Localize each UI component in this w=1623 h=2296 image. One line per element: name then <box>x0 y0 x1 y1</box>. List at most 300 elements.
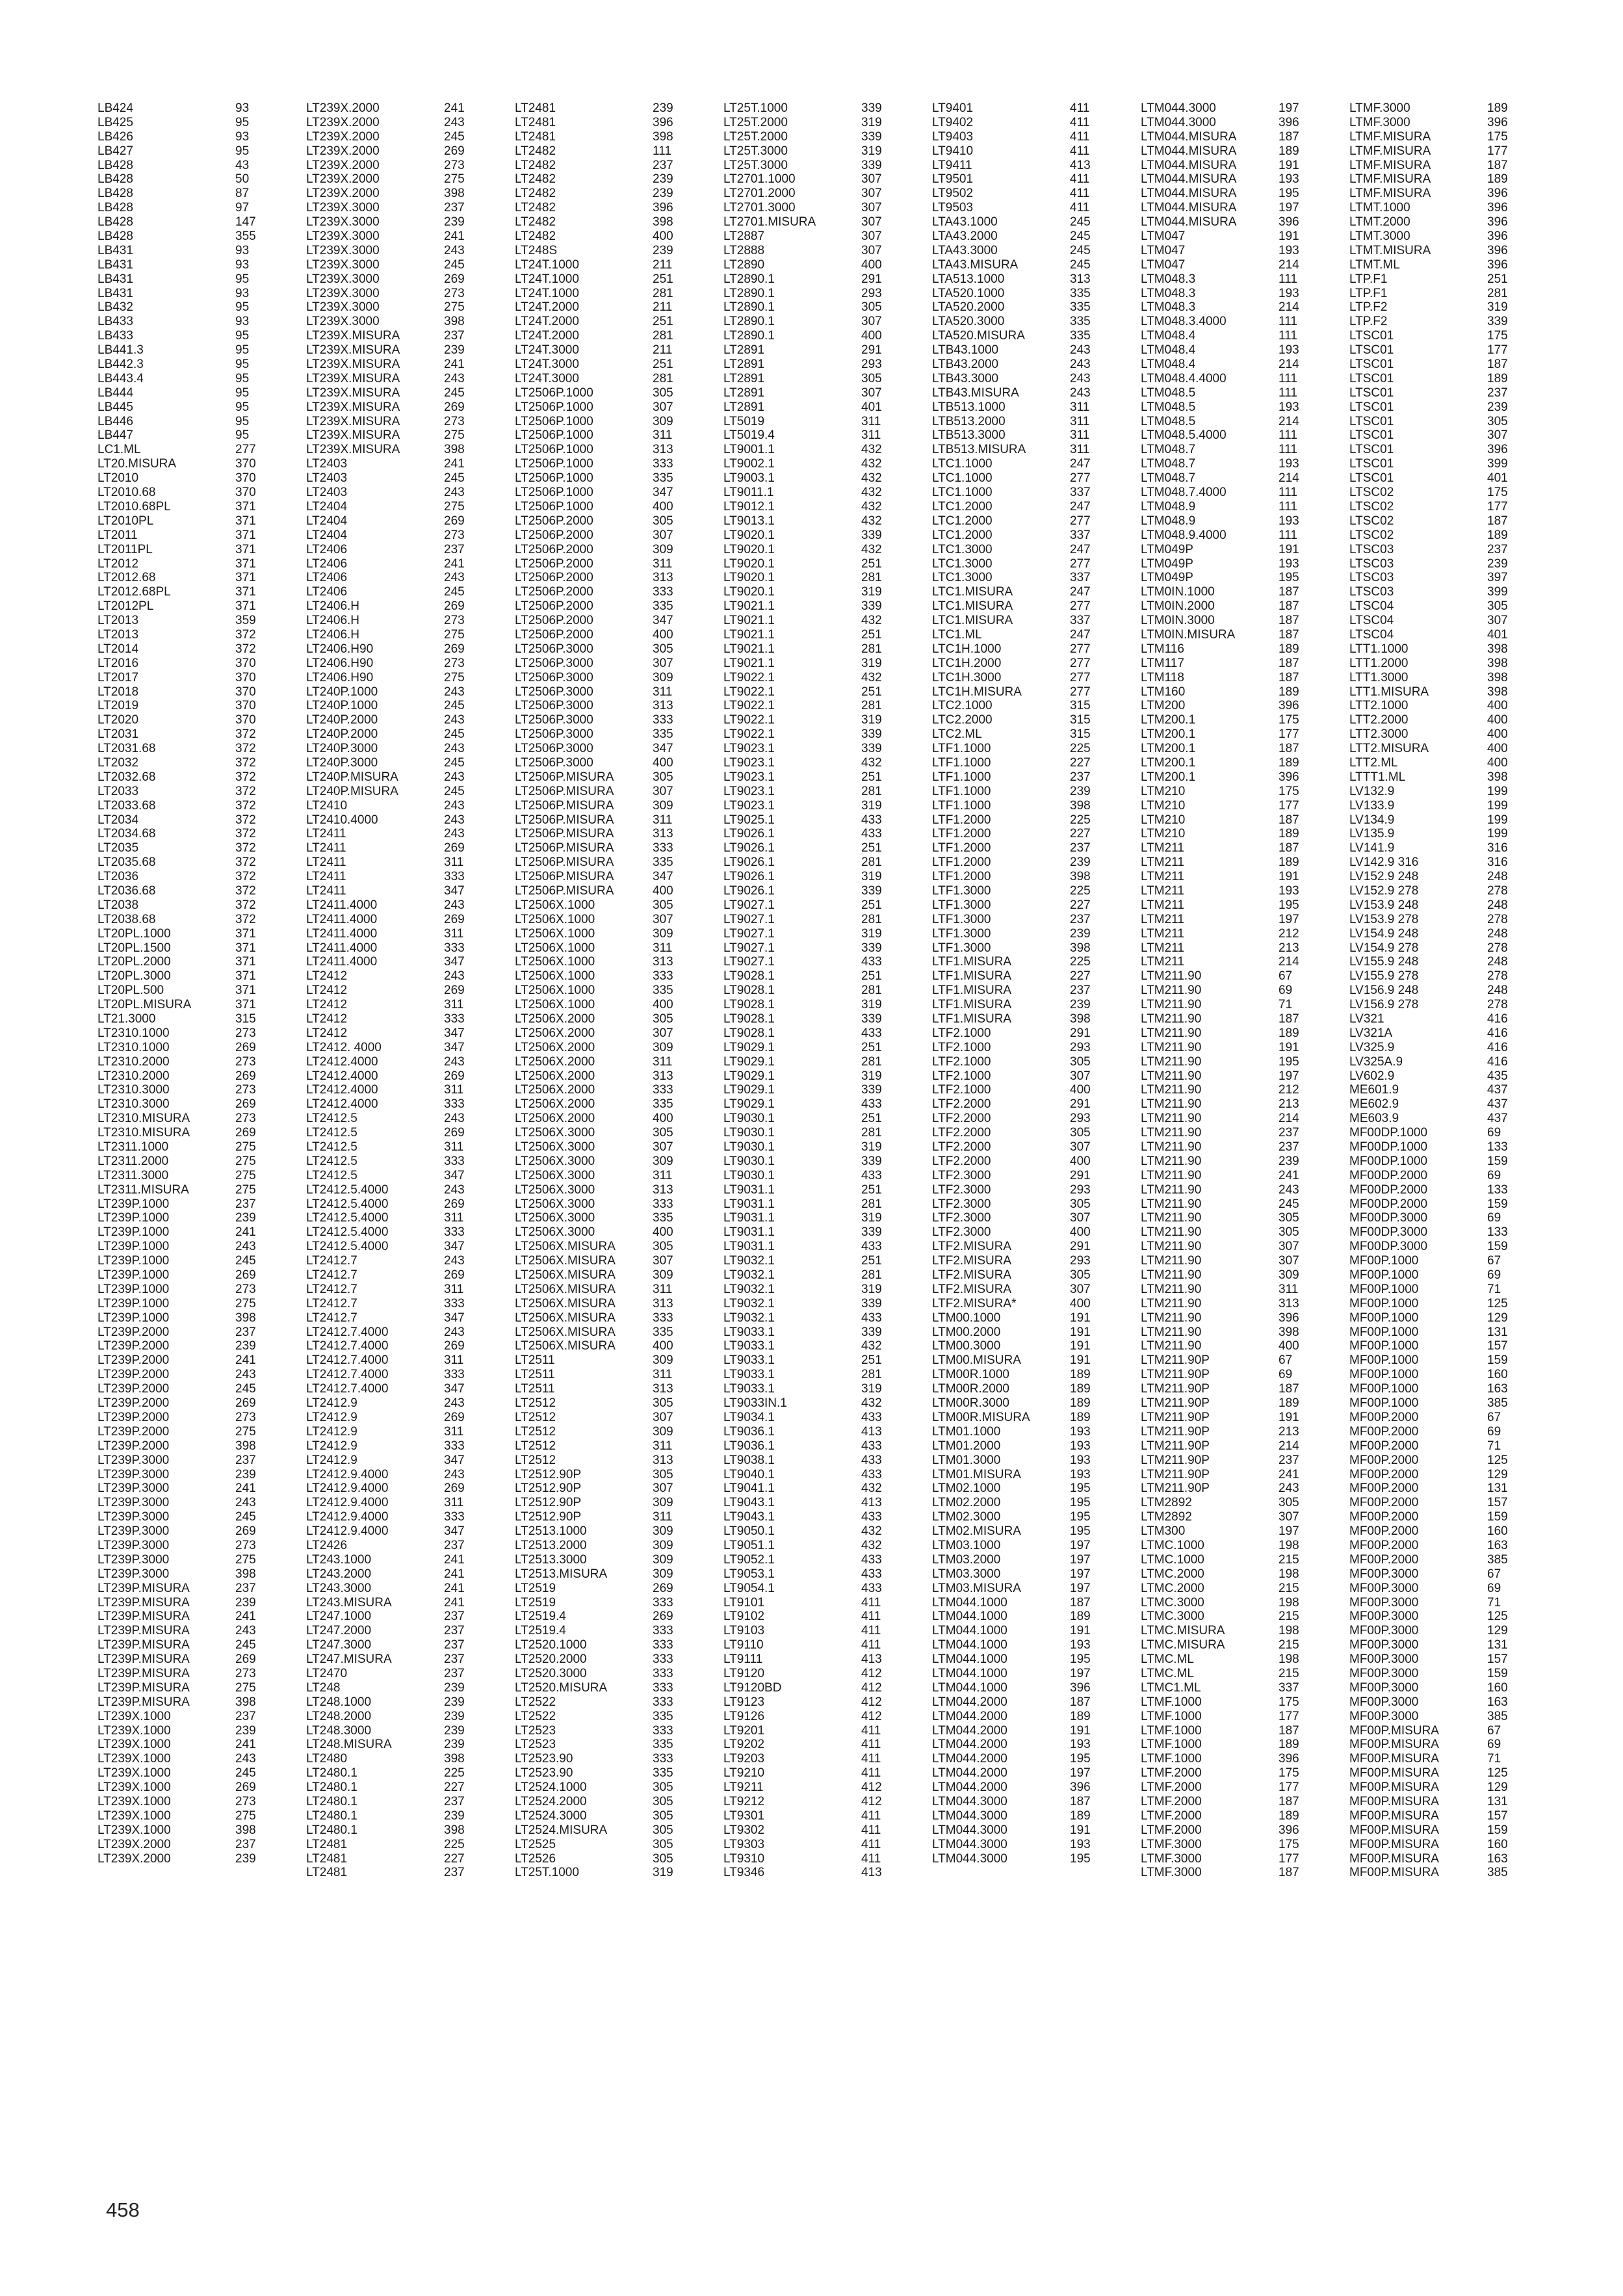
product-code: MF00P.3000 <box>1349 1610 1419 1624</box>
product-code: LT248S <box>515 243 558 257</box>
page-ref: 69 <box>1487 1168 1501 1182</box>
page-ref: 243 <box>444 827 465 841</box>
index-entry <box>1141 215 1336 229</box>
product-code: LT2310.1000 <box>97 1040 170 1054</box>
product-code: LT239P.MISURA <box>97 1610 190 1624</box>
page-ref: 333 <box>444 1012 465 1026</box>
index-entry <box>306 1169 501 1183</box>
index-entry <box>1349 1254 1544 1268</box>
index-entry <box>1349 770 1544 785</box>
page-ref: 163 <box>1487 1851 1508 1866</box>
page-ref: 111 <box>1279 315 1297 329</box>
product-code: LT239P.1000 <box>97 1225 170 1240</box>
page-ref: 95 <box>235 358 250 372</box>
index-entry <box>932 1524 1127 1539</box>
product-code: LTMF.MISURA <box>1349 129 1431 144</box>
page-ref: 239 <box>1070 998 1091 1012</box>
product-code: LT2522 <box>515 1695 556 1709</box>
product-code: LB425 <box>97 115 133 129</box>
page-ref: 187 <box>1279 670 1299 685</box>
page-ref: 133 <box>1487 1182 1508 1197</box>
page-ref: 339 <box>861 599 882 614</box>
product-code: LT2520.2000 <box>515 1652 587 1667</box>
index-entry <box>97 1026 292 1041</box>
page-ref: 275 <box>235 1182 256 1197</box>
product-code: LT9103 <box>723 1624 765 1638</box>
index-entry <box>306 870 501 884</box>
product-code: LT9023.1 <box>723 755 775 770</box>
index-entry <box>515 1738 710 1752</box>
page-ref: 278 <box>1487 941 1508 955</box>
product-code: LT9031.1 <box>723 1182 775 1197</box>
product-code: LTF2.2000 <box>932 1154 991 1168</box>
product-code: LT9025.1 <box>723 813 775 827</box>
page-ref: 396 <box>1487 201 1508 215</box>
product-code: LT2506P.1000 <box>515 428 593 443</box>
page-ref: 433 <box>861 1453 882 1467</box>
product-code: MF00P.1000 <box>1349 1353 1419 1368</box>
index-entry <box>97 742 292 756</box>
product-code: LT24T.3000 <box>515 371 579 385</box>
product-code: LT20PL.500 <box>97 984 164 998</box>
index-entry <box>306 543 501 557</box>
product-code: LT2512 <box>515 1453 556 1467</box>
index-entry <box>723 855 918 870</box>
product-code: LTA520.MISURA <box>932 329 1025 343</box>
product-code: LT239P.2000 <box>97 1339 170 1353</box>
product-code: LT239X.3000 <box>306 286 380 300</box>
index-entry <box>1141 799 1336 813</box>
page-ref: 309 <box>653 798 673 813</box>
product-code: LT2890.1 <box>723 329 775 343</box>
page-ref: 335 <box>653 1325 673 1339</box>
index-entry <box>97 1012 292 1026</box>
product-code: LTF2.MISURA <box>932 1282 1012 1296</box>
product-code: LTM047 <box>1141 243 1186 257</box>
page-ref: 67 <box>1279 969 1293 984</box>
index-entry <box>515 187 710 201</box>
product-code: LTM00R.MISURA <box>932 1410 1030 1424</box>
index-entry <box>723 1724 918 1738</box>
page-ref: 307 <box>653 528 673 542</box>
product-code: LTF1.MISURA <box>932 984 1012 998</box>
product-code: LT9028.1 <box>723 969 775 984</box>
index-entry <box>1141 1710 1336 1724</box>
index-entry <box>932 827 1127 841</box>
product-code: LTMC.ML <box>1141 1652 1194 1667</box>
page-ref: 319 <box>861 1282 882 1296</box>
page-ref: 187 <box>1070 1695 1091 1709</box>
index-entry <box>306 486 501 500</box>
page-ref: 67 <box>1487 1410 1501 1424</box>
index-entry <box>1349 1624 1544 1638</box>
page-ref: 347 <box>444 1382 465 1396</box>
index-column <box>515 101 710 1880</box>
index-entry <box>1349 1838 1544 1852</box>
index-entry <box>932 514 1127 528</box>
index-entry <box>1349 372 1544 386</box>
index-entry <box>1141 1311 1336 1325</box>
index-entry <box>932 855 1127 870</box>
index-entry <box>515 941 710 956</box>
product-code: LTC1.1000 <box>932 457 993 471</box>
index-entry <box>97 557 292 571</box>
product-code: LT9026.1 <box>723 883 775 898</box>
page-ref: 385 <box>1487 1866 1508 1880</box>
page-ref: 396 <box>1487 115 1508 129</box>
index-entry <box>1349 315 1544 329</box>
page-ref: 372 <box>235 784 256 798</box>
product-code: LTM03.2000 <box>932 1552 1001 1567</box>
product-code: LT2511 <box>515 1353 555 1368</box>
page-ref: 193 <box>1070 1467 1091 1481</box>
index-entry <box>515 841 710 855</box>
index-entry <box>932 1012 1127 1026</box>
index-entry <box>1349 1795 1544 1809</box>
index-entry <box>723 1169 918 1183</box>
page-ref: 281 <box>861 784 882 798</box>
page-ref: 435 <box>1487 1069 1508 1083</box>
product-code: LTM047 <box>1141 257 1186 272</box>
product-code: LT9021.1 <box>723 599 775 614</box>
index-entry <box>515 770 710 785</box>
index-entry <box>97 244 292 258</box>
page-ref: 371 <box>235 514 256 528</box>
page-ref: 311 <box>653 1510 673 1524</box>
product-code: LV153.9 278 <box>1349 912 1419 926</box>
product-code: LT24T.2000 <box>515 300 579 315</box>
page-ref: 251 <box>861 1040 882 1054</box>
index-entry <box>97 1823 292 1838</box>
product-code: LT2519.4 <box>515 1624 566 1638</box>
product-code: LT240P.1000 <box>306 685 378 699</box>
page-ref: 339 <box>861 1225 882 1240</box>
product-code: LT2506P.3000 <box>515 642 593 656</box>
index-entry <box>515 215 710 229</box>
page-ref: 400 <box>1070 1154 1091 1168</box>
page-ref: 269 <box>444 514 465 528</box>
product-code: LT2411.4000 <box>306 941 378 955</box>
product-code: LTP.F2 <box>1349 300 1388 315</box>
page-ref: 243 <box>235 1752 256 1766</box>
page-ref: 347 <box>653 486 673 500</box>
product-code: LT9021.1 <box>723 642 775 656</box>
product-code: LTT2.MISURA <box>1349 742 1429 756</box>
index-entry <box>1349 272 1544 287</box>
product-code: LT239P.3000 <box>97 1510 170 1524</box>
index-entry <box>515 244 710 258</box>
page-ref: 432 <box>861 1481 882 1496</box>
product-code: LT2020 <box>97 713 139 727</box>
index-entry <box>1349 1069 1544 1084</box>
page-ref: 305 <box>1487 599 1508 614</box>
page-ref: 311 <box>1070 443 1090 457</box>
index-entry <box>306 130 501 144</box>
index-entry <box>306 471 501 486</box>
index-entry <box>1141 841 1336 855</box>
page-ref: 400 <box>653 883 673 898</box>
index-entry <box>515 1097 710 1112</box>
page-ref: 241 <box>444 1581 465 1595</box>
index-entry <box>723 1353 918 1368</box>
product-code: LT9202 <box>723 1738 765 1752</box>
index-entry <box>723 1041 918 1055</box>
page-ref: 372 <box>235 841 256 855</box>
product-code: LTM048.5 <box>1141 400 1196 414</box>
index-entry <box>932 1852 1127 1866</box>
page-ref: 227 <box>444 1781 465 1795</box>
product-code: LTF2.2000 <box>932 1140 991 1155</box>
page-ref: 400 <box>1279 1339 1299 1353</box>
page-ref: 237 <box>444 1794 465 1808</box>
product-code: LTSC02 <box>1349 514 1394 528</box>
page-ref: 333 <box>653 1197 673 1211</box>
product-code: LB432 <box>97 300 133 315</box>
page-ref: 248 <box>1487 870 1508 884</box>
product-code: LT2480 <box>306 1752 348 1766</box>
index-entry <box>306 1524 501 1539</box>
index-entry <box>515 969 710 984</box>
product-code: LTF1.3000 <box>932 941 991 955</box>
index-entry <box>97 172 292 187</box>
page-ref: 305 <box>653 1837 673 1851</box>
page-ref: 225 <box>444 1837 465 1851</box>
product-code: LV154.9 248 <box>1349 926 1419 941</box>
index-entry <box>97 1396 292 1411</box>
page-ref: 160 <box>1487 1524 1508 1539</box>
page-ref: 333 <box>444 1097 465 1112</box>
product-code: LTM01.MISURA <box>932 1467 1021 1481</box>
page-ref: 411 <box>1070 129 1090 144</box>
index-entry <box>723 955 918 969</box>
index-entry <box>306 386 501 400</box>
index-entry <box>1141 1225 1336 1240</box>
product-code: LT239P.1000 <box>97 1240 170 1254</box>
product-code: LT2412.7 <box>306 1311 357 1325</box>
index-entry <box>932 1553 1127 1567</box>
index-entry <box>1349 841 1544 855</box>
page-ref: 305 <box>1279 1211 1299 1225</box>
product-code: LTMC.2000 <box>1141 1581 1204 1595</box>
index-entry <box>723 1112 918 1126</box>
page-ref: 175 <box>1279 1837 1299 1851</box>
index-entry <box>97 685 292 699</box>
index-entry <box>515 1496 710 1510</box>
page-ref: 412 <box>861 1781 882 1795</box>
page-ref: 333 <box>653 841 673 855</box>
page-ref: 239 <box>1070 784 1091 798</box>
page-ref: 291 <box>1070 1168 1091 1182</box>
index-entry <box>723 1695 918 1710</box>
product-code: LT2506X.3000 <box>515 1197 595 1211</box>
index-entry <box>1141 428 1336 443</box>
index-entry <box>97 1496 292 1510</box>
page-ref: 432 <box>861 471 882 486</box>
page-ref: 269 <box>235 1652 256 1667</box>
index-entry <box>306 1823 501 1838</box>
product-code: LT9203 <box>723 1752 765 1766</box>
index-entry <box>1141 1610 1336 1624</box>
product-code: LTM211.90 <box>1141 1325 1202 1339</box>
page-ref: 277 <box>1070 685 1091 699</box>
page-ref: 189 <box>1279 1808 1299 1823</box>
page-ref: 243 <box>444 115 465 129</box>
page-ref: 401 <box>1487 627 1508 642</box>
page-ref: 239 <box>1070 855 1091 870</box>
product-code: LTM200 <box>1141 699 1186 713</box>
product-code: LB426 <box>97 129 133 144</box>
product-code: LTC2.2000 <box>932 713 993 727</box>
product-code: LT2032 <box>97 755 139 770</box>
product-code: LTM0IN.2000 <box>1141 599 1215 614</box>
product-code: LTT1.1000 <box>1349 642 1409 656</box>
product-code: LV132.9 <box>1349 784 1395 798</box>
index-entry <box>1141 1582 1336 1596</box>
product-code: LT2412 <box>306 998 348 1012</box>
product-code: LTSC04 <box>1349 627 1394 642</box>
product-code: LTM044.MISURA <box>1141 201 1237 215</box>
page-ref: 189 <box>1279 144 1299 158</box>
index-entry <box>306 998 501 1012</box>
page-ref: 385 <box>1487 1709 1508 1723</box>
page-ref: 398 <box>444 187 465 201</box>
index-entry <box>515 116 710 130</box>
product-code: LT239P.3000 <box>97 1567 170 1581</box>
page-ref: 237 <box>444 1638 465 1652</box>
page-ref: 311 <box>861 428 881 443</box>
page-ref: 187 <box>1279 614 1299 628</box>
page-ref: 95 <box>235 414 250 428</box>
page-ref: 243 <box>444 243 465 257</box>
page-ref: 191 <box>1279 870 1299 884</box>
index-entry <box>1349 571 1544 585</box>
product-code: LTT2.2000 <box>1349 713 1409 727</box>
page-ref: 111 <box>1279 371 1297 385</box>
index-entry <box>723 386 918 400</box>
index-entry <box>723 1311 918 1325</box>
index-entry <box>723 201 918 215</box>
product-code: LT24T.1000 <box>515 286 579 300</box>
index-entry <box>306 1069 501 1084</box>
product-code: LT247.1000 <box>306 1610 372 1624</box>
product-code: LTM211.90 <box>1141 1054 1202 1069</box>
page-ref: 309 <box>653 1424 673 1439</box>
index-entry <box>932 642 1127 657</box>
index-entry <box>1349 1240 1544 1254</box>
page-ref: 189 <box>1279 755 1299 770</box>
page-ref: 313 <box>653 699 673 713</box>
page-ref: 398 <box>235 1823 256 1837</box>
product-code: LT2506X.MISURA <box>515 1268 616 1283</box>
index-entry <box>1141 1396 1336 1411</box>
page-ref: 213 <box>1279 1424 1299 1439</box>
index-entry <box>97 1439 292 1454</box>
product-code: LT239P.MISURA <box>97 1680 190 1695</box>
product-code: LTA43.MISURA <box>932 257 1019 272</box>
product-code: LT5019.4 <box>723 428 775 443</box>
product-code: LTM211.90 <box>1141 1268 1202 1283</box>
page-ref: 400 <box>861 329 882 343</box>
page-ref: 245 <box>235 1638 256 1652</box>
page-ref: 371 <box>235 528 256 542</box>
index-entry <box>723 770 918 785</box>
product-code: LTMF.3000 <box>1349 115 1410 129</box>
product-code: LV152.9 278 <box>1349 883 1419 898</box>
index-entry <box>306 855 501 870</box>
page-ref: 432 <box>861 486 882 500</box>
page-ref: 243 <box>444 1254 465 1268</box>
product-code: LT2506P.MISURA <box>515 841 614 855</box>
index-entry <box>97 1481 292 1496</box>
product-code: LT248.1000 <box>306 1695 372 1709</box>
page-ref: 370 <box>235 656 256 670</box>
index-entry <box>723 1752 918 1766</box>
index-entry <box>515 799 710 813</box>
product-code: LTM00R.2000 <box>932 1382 1009 1396</box>
product-code: MF00P.MISURA <box>1349 1837 1439 1851</box>
product-code: LTM044.3000 <box>932 1794 1007 1808</box>
product-code: LTC1.MISURA <box>932 599 1013 614</box>
page-ref: 398 <box>653 215 673 229</box>
product-code: LT2411.4000 <box>306 926 378 941</box>
product-code: LTM048.4 <box>1141 358 1196 372</box>
product-code: LT9030.1 <box>723 1126 775 1140</box>
product-code: LTM211.90P <box>1141 1382 1210 1396</box>
index-entry <box>1141 329 1336 343</box>
product-code: LTSC01 <box>1349 329 1394 343</box>
index-entry <box>723 614 918 628</box>
product-code: LT5019 <box>723 414 765 428</box>
index-entry <box>97 443 292 457</box>
index-entry <box>1141 159 1336 173</box>
product-code: LV155.9 248 <box>1349 955 1419 969</box>
product-code: LT2412.7.4000 <box>306 1325 389 1339</box>
index-entry <box>515 898 710 913</box>
page-ref: 333 <box>653 1666 673 1680</box>
index-entry <box>515 1396 710 1411</box>
product-code: LT239X.3000 <box>306 300 380 315</box>
index-entry <box>1141 229 1336 244</box>
index-entry <box>932 1382 1127 1396</box>
index-entry <box>1349 642 1544 657</box>
product-code: LTM118 <box>1141 670 1184 685</box>
product-code: LT239X.2000 <box>97 1837 171 1851</box>
index-entry <box>97 1766 292 1781</box>
product-code: LTM300 <box>1141 1524 1186 1539</box>
page-ref: 335 <box>1070 329 1091 343</box>
page-ref: 339 <box>861 941 882 955</box>
product-code: LT239P.3000 <box>97 1481 170 1496</box>
page-ref: 307 <box>861 201 882 215</box>
index-entry <box>306 457 501 471</box>
index-entry <box>1141 1411 1336 1425</box>
page-ref: 239 <box>653 243 673 257</box>
product-code: LTM211.90 <box>1141 1254 1202 1268</box>
product-code: LTC1.2000 <box>932 499 993 514</box>
product-code: LT2506X.1000 <box>515 955 595 969</box>
product-code: LTSC01 <box>1349 414 1394 428</box>
index-entry <box>515 1353 710 1368</box>
product-code: LB428 <box>97 158 133 172</box>
page-ref: 411 <box>1070 115 1090 129</box>
product-code: LT239X.MISURA <box>306 400 400 414</box>
page-ref: 275 <box>444 670 465 685</box>
index-entry <box>723 1268 918 1283</box>
index-entry <box>1141 1169 1336 1183</box>
index-entry <box>97 201 292 215</box>
index-entry <box>306 1710 501 1724</box>
index-entry <box>306 1368 501 1382</box>
